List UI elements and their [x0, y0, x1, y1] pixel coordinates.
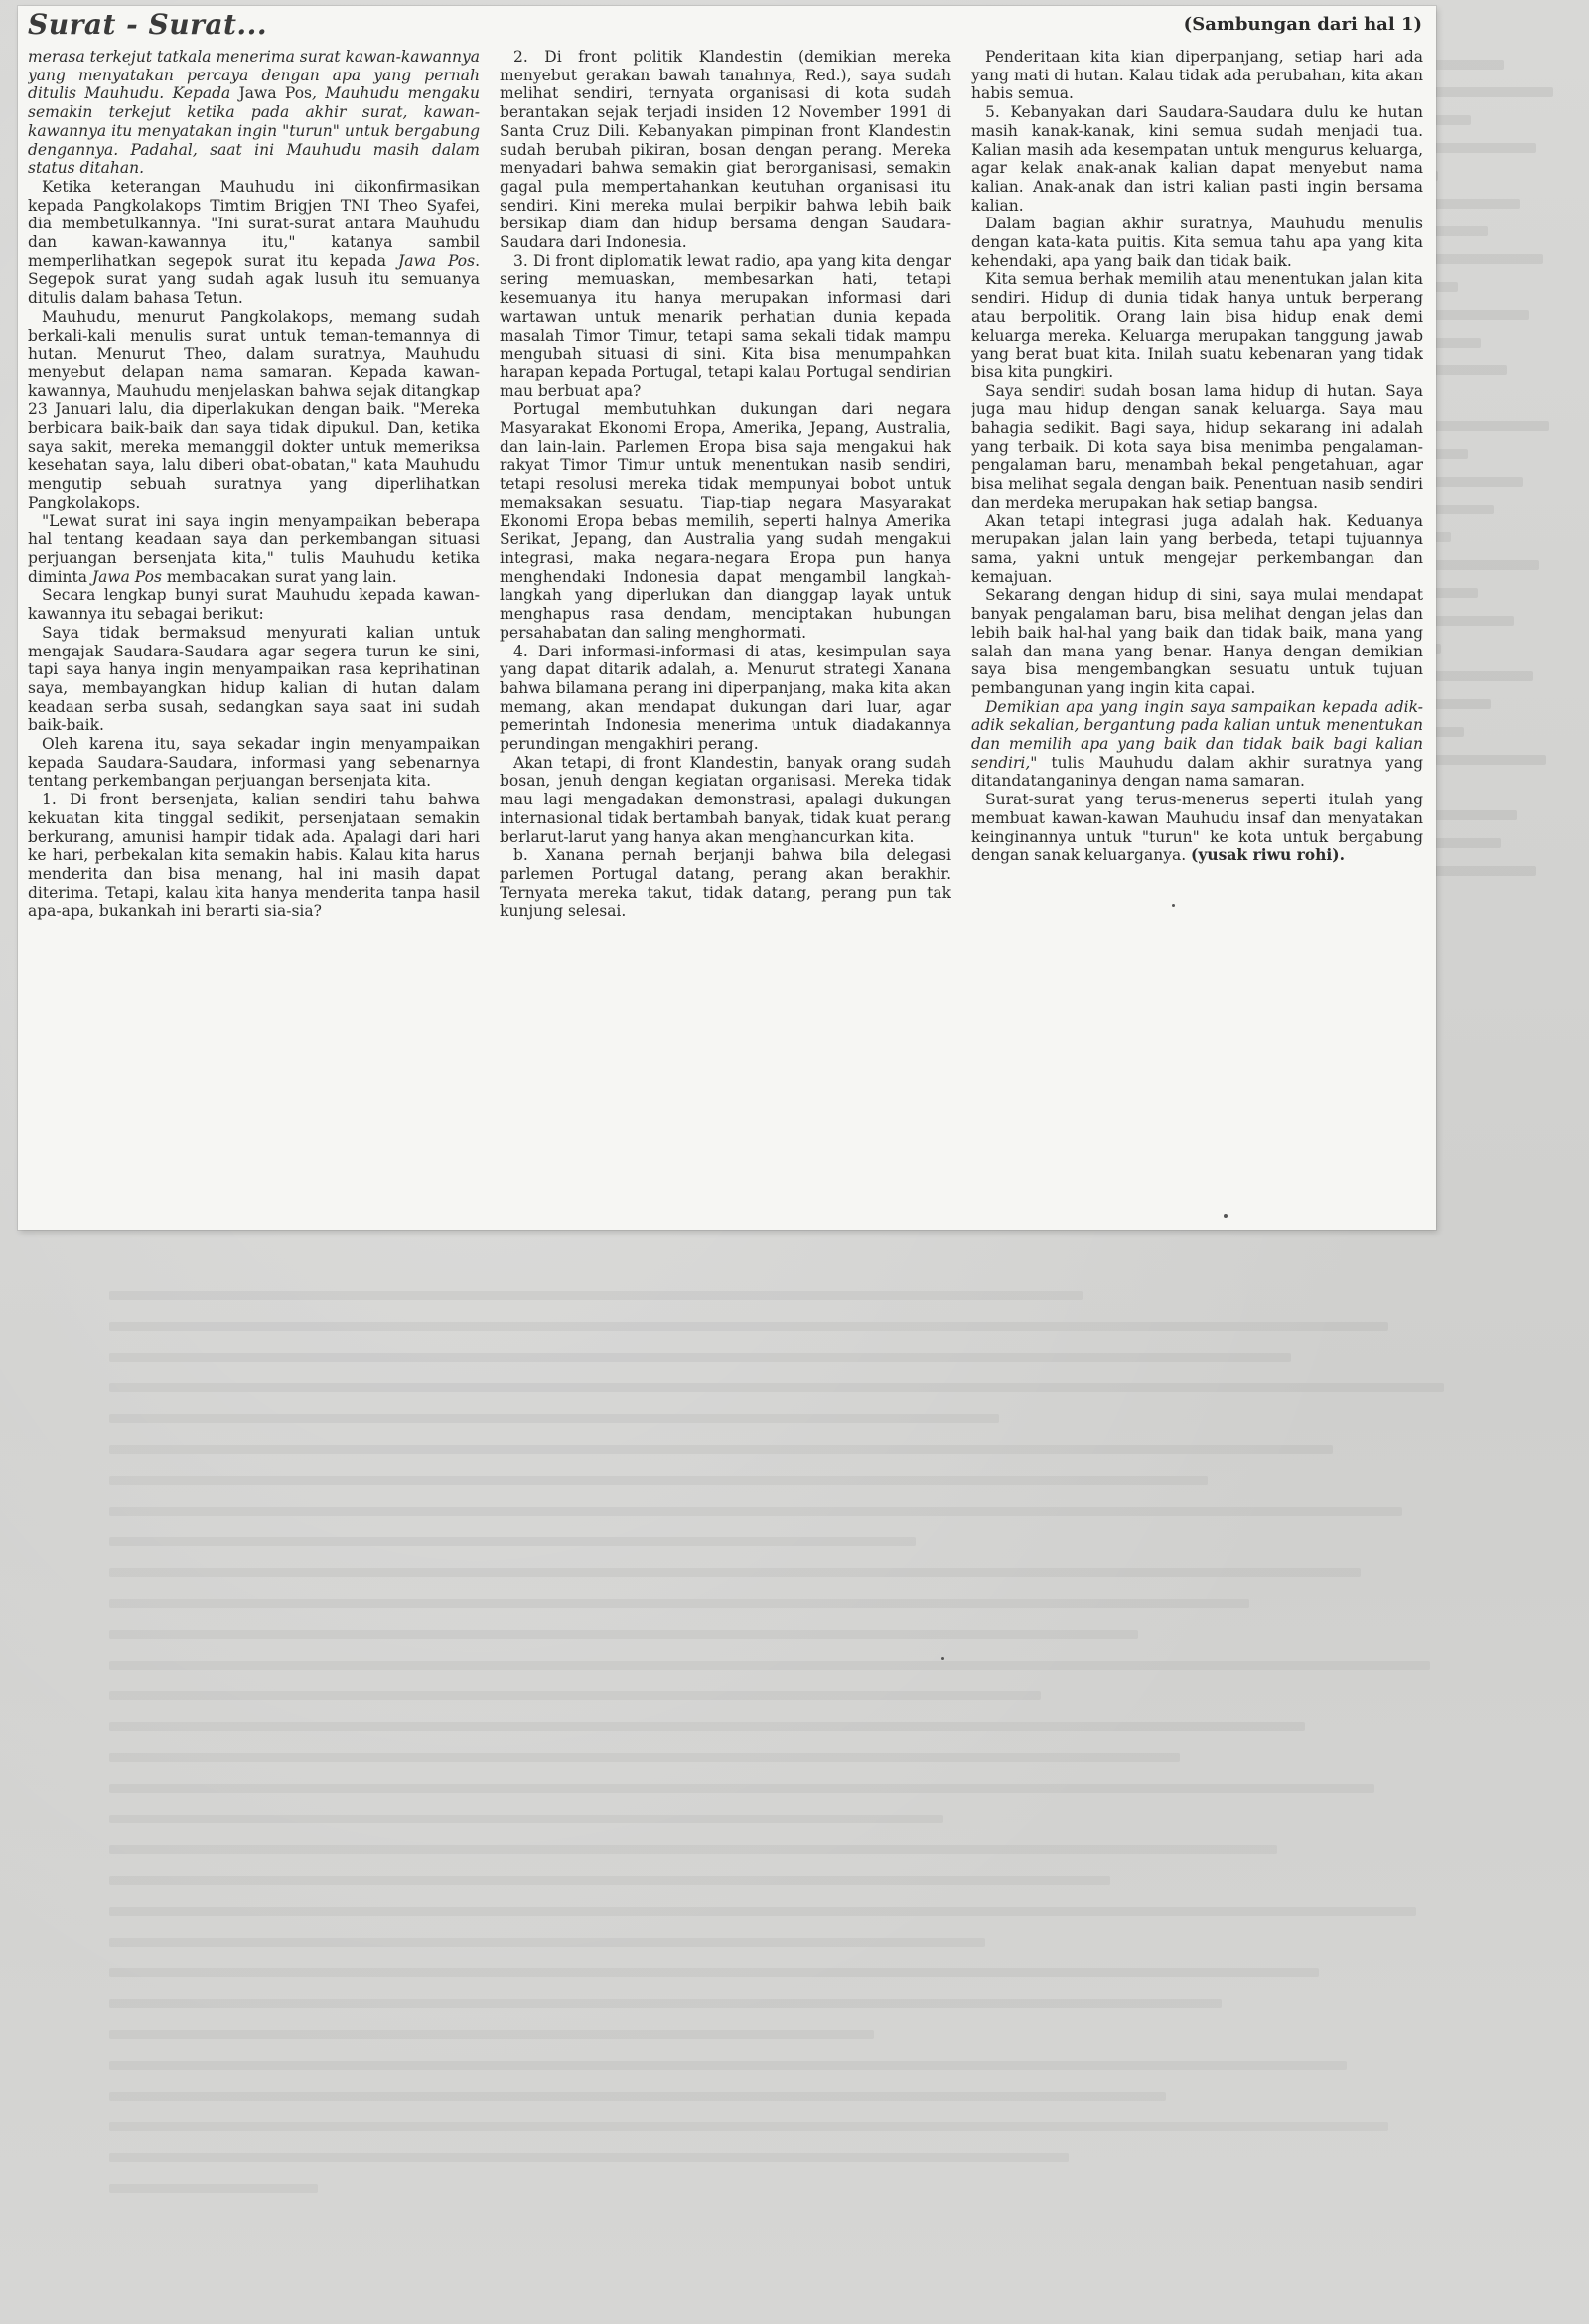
article-paragraph — [28, 512, 480, 587]
article-paragraph — [28, 308, 480, 512]
emphasized-text: Demikian apa yang ingin saya sampaikan kepada adik-adik sekalian, bergantung pada kalian untuk menentukan dan memilih apa yang baik dan tidak baik bagi kalian sendiri, — [971, 697, 1423, 772]
article-columns — [28, 48, 1428, 1220]
paragraph-text: 1. Di front bersenjata, kalian sendiri tahu bahwa kekuatan kita tinggal sedikit, persenjataan semakin berkurang, amunisi hampir tidak ada. Apalagi dari hari ke hari, perbekalan kita semakin habis. Kalau kita harus menderita dan bisa menang, hal ini masih dapat diterima. Tetapi, kalau kita hanya menderita tanpa hasil apa-apa, bukankah ini berarti sia-sia? — [28, 791, 480, 921]
clipping-header — [18, 6, 1436, 44]
article-paragraph — [971, 586, 1423, 697]
article-paragraph — [971, 382, 1423, 512]
emphasized-text: , Mauhudu mengaku semakin terkejut ketika pada akhir surat, kawan-kawannya itu menyatakan ingin "turun" untuk bergabung dengannya. Padahal, saat ini Mauhudu masih dalam status ditahan. — [28, 84, 480, 178]
paragraph-text: b. Xanana pernah berjanji bahwa bila delegasi parlemen Portugal datang, perang akan berakhir. Ternyata mereka takut, tidak datang, perang pun tak kunjung selesai. — [500, 846, 951, 921]
paragraph-text: . Segepok surat yang sudah agak lusuh itu semuanya ditulis dalam bahasa Tetun. — [28, 251, 480, 308]
paragraph-text: Kita semua berhak memilih atau menentukan jalan kita sendiri. Hidup di dunia tidak hanya untuk berperang atau berpolitik. Orang lain bisa hidup enak demi keluarga mereka. Keluarga merupakan tanggung jawab yang berat buat kita. Inilah suatu kebenaran yang tidak bisa kita pungkiri. — [971, 270, 1423, 381]
continuation-note: (Sambungan dari hal 1) — [1183, 14, 1422, 35]
paragraph-text: Mauhudu, menurut Pangkolakops, memang sudah berkali-kali menulis surat untuk teman-temannya di hutan. Menurut Theo, dalam suratnya, Mauhudu menyebut delapan nama samaran. Kepada kawan-kawannya, Mauhudu menjelaskan bahwa sejak ditangkap 23 Januari lalu, dia diperlakukan dengan baik. "Mereka berbicara baik-baik dan saya tidak dipukul. Dan, ketika saya sakit, mereka memanggil dokter untuk memeriksa kesehatan saya, lalu diberi obat-obatan," kata Mauhudu mengutip sebuah suratnya yang diperlihatkan Pangkolakops. — [28, 307, 480, 511]
dust-speck — [1172, 904, 1175, 907]
paragraph-text: Saya sendiri sudah bosan lama hidup di hutan. Saya juga mau hidup dengan sanak keluarga. Saya mau bahagia sedikit. Bagi saya, hidup sekarang ini adalah yang terbaik. Di kota saya bisa menimba pengalaman-pengalaman baru, menambah bekal pengetahuan, agar bisa melihat segala dengan baik. Penentuan nasib sendiri dan merdeka merupakan hak setiap bangsa. — [971, 381, 1423, 511]
paragraph-text: membacakan surat yang lain. — [161, 567, 397, 586]
paragraph-text: Sekarang dengan hidup di sini, saya mulai mendapat banyak pengalaman baru, bisa melihat dengan jelas dan lebih baik hal-hal yang baik dan tidak baik, mana yang salah dan mana yang benar. Hanya dengan demikian saya bisa mengembangkan sesuatu untuk tujuan pembangunan yang ingin kita capai. — [971, 586, 1423, 697]
emphasized-text: Jawa Pos — [91, 567, 162, 586]
article-paragraph — [971, 270, 1423, 381]
article-paragraph — [28, 735, 480, 791]
paragraph-text: Oleh karena itu, saya sekadar ingin menyampaikan kepada Saudara-Saudara, informasi yang sebenarnya tentang perkembangan perjuangan bersenjata kita. — [28, 735, 480, 791]
dust-speck — [1224, 1214, 1228, 1218]
article-paragraph — [971, 215, 1423, 270]
paragraph-text: 2. Di front politik Klandestin (demikian mereka menyebut gerakan bawah tanahnya, Red.), saya sudah melihat sendiri, ternyata organisasi di kota sudah berantakan sejak terjadi insiden 12 November 1991 di Santa Cruz Dili. Kebanyakan pimpinan front Klandestin sudah berubah pikiran, bosan dengan perang. Mereka menyadari bahwa semakin giat berorganisasi, semakin gagal pula mempertahankan keutuhan organisasi itu sendiri. Kini mereka mulai berpikir bahwa lebih baik bersikap diam dan hidup bersama dengan Saudara-Saudara dari Indonesia. — [500, 48, 951, 252]
paragraph-text: Jawa Pos — [238, 84, 313, 103]
article-paragraph — [500, 400, 951, 642]
article-paragraph — [971, 698, 1423, 792]
article-paragraph — [28, 791, 480, 921]
article-column-2 — [500, 48, 951, 1220]
article-paragraph — [971, 103, 1423, 215]
paragraph-text: Penderitaan kita kian diperpanjang, setiap hari ada yang mati di hutan. Kalau tidak ada perubahan, kita akan habis semua. — [971, 48, 1423, 103]
paragraph-text: Akan tetapi, di front Klandestin, banyak orang sudah bosan, jenuh dengan kegiatan organisasi. Mereka tidak mau lagi mengadakan demonstrasi, apalagi dukungan internasional tidak bertambah banyak, tidak kuat perang berlarut-larut yang hanya akan menghancurkan kita. — [500, 753, 951, 846]
article-column-3 — [971, 48, 1423, 1220]
article-column-1 — [28, 48, 480, 1220]
article-paragraph — [28, 178, 480, 308]
paragraph-text: "Lewat surat ini saya ingin menyampaikan beberapa hal tentang keadaan saya dan perkembangan situasi perjuangan bersenjata kita," tulis Mauhudu ketika diminta — [28, 511, 480, 586]
paragraph-text: Saya tidak bermaksud menyurati kalian untuk mengajak Saudara-Saudara agar segera turun ke sini, tapi saya hanya ingin menyampaikan rasa keprihatinan saya, membayangkan hidup kalian di hutan dalam keadaan serba susah, sedangkan saya saat ini sudah baik-baik. — [28, 623, 480, 735]
paragraph-text: Surat-surat yang terus-menerus seperti itulah yang membuat kawan-kawan Mauhudu insaf dan menyatakan keinginannya untuk "turun" ke kota untuk bergabung dengan sanak keluarganya. — [971, 791, 1423, 865]
newspaper-clipping — [18, 6, 1436, 1230]
bleed-through-text-lower — [109, 1291, 1500, 2185]
paragraph-text: 5. Kebanyakan dari Saudara-Saudara dulu ke hutan masih kanak-kanak, kini semua sudah menjadi tua. Kalian masih ada kesempatan untuk mengurus keluarga, agar kelak anak-anak kalian dapat menyebut nama kalian. Anak-anak dan istri kalian pasti ingin bersama kalian. — [971, 103, 1423, 215]
dust-speck — [941, 1657, 944, 1660]
paragraph-text: Portugal membutuhkan dukungan dari negara Masyarakat Ekonomi Eropa, Amerika, Jepang, Australia, dan lain-lain. Parlemen Eropa bisa saja mengakui hak rakyat Timor Timur untuk menentukan nasib sendiri, tetapi resolusi mereka tidak mempunyai bobot untuk memaksakan sesuatu. Tiap-tiap negara Masyarakat Ekonomi Eropa bebas memilih, seperti halnya Amerika Serikat, Jepang, dan Australia yang sudah mengakui integrasi, maka negara-negara Eropa pun hanya menghendaki Indonesia dapat mengambil langkah-langkah yang diperlukan dan dianggap layak untuk menghapus rasa dendam, menciptakan hubungan persahabatan dan saling menghormati. — [500, 400, 951, 642]
paragraph-text: Ketika keterangan Mauhudu ini dikonfirmasikan kepada Pangkolakops Timtim Brigjen TNI Theo Syafei, dia membetulkannya. "Ini surat-surat antara Mauhudu dan kawan-kawannya itu," katanya sambil memperlihatkan segepok surat itu kepada — [28, 177, 480, 270]
article-paragraph — [500, 252, 951, 401]
paragraph-text: Akan tetapi integrasi juga adalah hak. Keduanya merupakan jalan lain yang berbeda, tetapi tujuannya sama, yakni untuk mengejar perkembangan dan kemajuan. — [971, 511, 1423, 586]
paragraph-text: 3. Di front diplomatik lewat radio, apa yang kita dengar sering memuaskan, membesarkan hati, tetapi kesemuanya itu hanya merupakan informasi dari wartawan untuk menarik perhatian dunia kepada masalah Timor Timur, tetapi sama sekali tidak mampu mengubah situasi di sini. Kita bisa menumpahkan harapan kepada Portugal, tetapi kalau Portugal sendirian mau berbuat apa? — [500, 251, 951, 400]
article-paragraph — [500, 846, 951, 921]
paragraph-text: 4. Dari informasi-informasi di atas, kesimpulan saya yang dapat ditarik adalah, a. Menurut strategi Xanana bahwa bilamana perang ini diperpanjang, maka kita akan memang, akan mendapat dukungan dari luar, agar pemerintah Indonesia menerima untuk diadakannya perundingan mengakhiri perang. — [500, 642, 951, 754]
article-paragraph — [28, 624, 480, 735]
article-paragraph — [500, 48, 951, 252]
article-paragraph — [500, 754, 951, 847]
emphasized-text: merasa terkejut tatkala menerima surat kawan-kawannya yang menyatakan percaya dengan apa yang pernah ditulis Mauhudu. Kepada — [28, 48, 480, 103]
emphasized-text: Jawa Pos — [397, 251, 476, 270]
article-paragraph — [971, 48, 1423, 103]
paragraph-text: Secara lengkap bunyi surat Mauhudu kepada kawan-kawannya itu sebagai berikut: — [28, 586, 480, 624]
article-paragraph — [500, 643, 951, 754]
article-paragraph — [28, 48, 480, 178]
article-paragraph — [971, 791, 1423, 865]
article-paragraph — [28, 586, 480, 623]
paragraph-text: Dalam bagian akhir suratnya, Mauhudu menulis dengan kata-kata puitis. Kita semua tahu apa yang kita kehendaki, apa yang baik dan tidak baik. — [971, 215, 1423, 270]
section-title: Surat - Surat... — [28, 8, 268, 41]
emphasized-text: (yusak riwu rohi). — [1191, 845, 1346, 865]
article-paragraph — [971, 512, 1423, 587]
paragraph-text: " tulis Mauhudu dalam akhir suratnya yang ditandatanganinya dengan nama samaran. — [971, 753, 1423, 791]
